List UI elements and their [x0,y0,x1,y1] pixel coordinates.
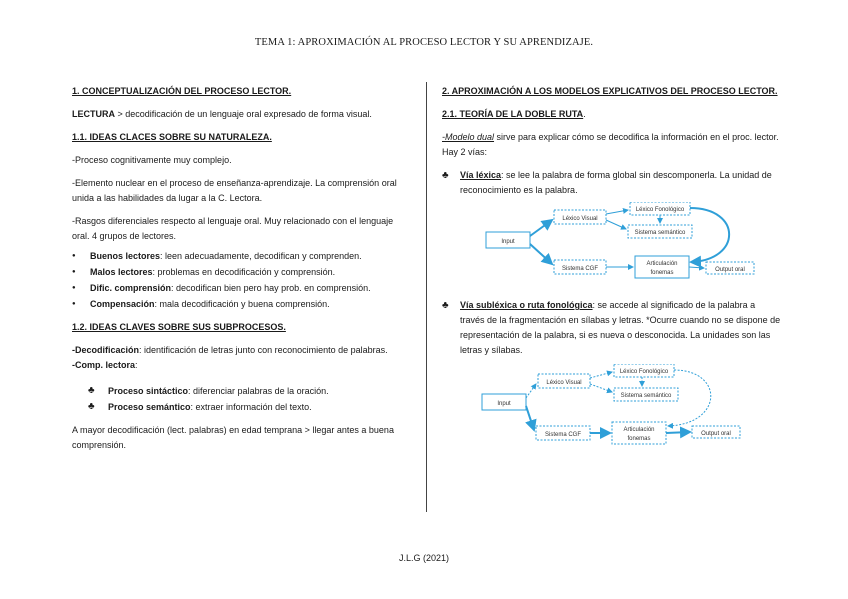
arrow-lexico-fonol [606,210,628,214]
comp-lectora-text [72,358,412,373]
via1-term: Vía léxica [460,170,502,180]
section-2-1-title: 2.1. TEORÍA DE LA DOBLE RUTA [442,109,584,119]
via2-term: Vía subléxica o ruta fonológica [460,300,593,310]
label-fonemas: fonemas [627,436,651,442]
arrow-input-lexico [530,220,552,236]
arrow-fonol-artic [668,370,711,426]
label-lexico-visual: Léxico Visual [546,380,582,386]
section-2-heading: 2. APROXIMACIÓN A LOS MODELOS EXPLICATIVOS DEL PROCESO LECTOR. [442,86,778,96]
footer-author: J.L.G (2021) [398,553,450,563]
label-lexico-visual: Léxico Visual [562,216,598,222]
via-lexica [442,168,782,198]
list-item [72,383,412,399]
group-term: Buenos lectores [90,251,161,261]
label-input: Input [501,239,515,245]
section-1-1-heading: 1.1. IDEAS CLACES SOBRE SU NATURALEZA. [72,132,272,142]
comp-text: : [135,360,138,370]
list-item [72,296,412,312]
sub-term: Proceso sintáctico [108,386,189,396]
arrow-input-cgf [530,244,552,264]
section-1-2-heading: 1.2. IDEAS CLAVES SOBRE SUS SUBPROCESOS. [72,322,286,332]
via-sublexica [442,298,782,358]
label-sistema-semantico: Sistema semántico [620,393,672,399]
label-lexico-fonologico: Léxico Fonológico [635,207,685,213]
sub-term: Proceso semántico [108,402,191,412]
arrow-lexico-fonol [590,372,612,378]
arrow-artic-output [689,267,704,268]
arrow-fonol-artic [690,208,729,262]
reader-groups-list [72,248,412,312]
group-text: : leen adecuadamente, decodifican y comprenden. [160,251,362,261]
label-lexico-fonologico: Léxico Fonológico [619,369,669,375]
page-title: TEMA 1: APROXIMACIÓN AL PROCESO LECTOR Y SU APRENDIZAJE. [254,37,594,48]
idea-1: -Proceso cognitivamente muy complejo. [72,155,232,165]
lectura-def: > decodificación de un lenguaje oral expresado de forma visual. [115,109,372,119]
group-term: Malos lectores [90,267,153,277]
via1-text: : se lee la palabra de forma global sin descomponerla. La unidad de reconocimiento es la palabra. [460,170,772,195]
label-sistema-cgf: Sistema CGF [561,266,599,272]
sub-text: : extraer información del texto. [190,402,312,412]
label-articulacion: Articulación [646,261,678,267]
arrow-lexico-sem [606,220,626,229]
section-1-heading: 1. CONCEPTUALIZACIÓN DEL PROCESO LECTOR. [72,86,292,96]
final-note: A mayor decodificación (lect. palabras) en edad temprana > llegar antes a buena comprensión. [72,425,394,450]
label-sistema-cgf: Sistema CGF [544,432,582,438]
label-fonemas: fonemas [650,270,674,276]
group-term: Compensación [90,299,155,309]
left-column [72,84,412,453]
sub-text: : diferenciar palabras de la oración. [188,386,329,396]
comp-term: -Comp. lectora [72,360,136,370]
decod-text: : identificación de letras junto con reconocimiento de palabras. [139,345,388,355]
arrow-artic-output [666,432,690,433]
list-item [72,399,412,415]
decod-term: -Decodificación [72,345,140,355]
right-column [442,84,782,452]
via2-text: : se accede al significado de la palabra a través de la fragmentación en sílabas y letras. *Ocurre cuando no se dispone de representación de la palabra, si es nueva o desconocida. La unidades son las letras y sílabas. [460,300,781,355]
group-text: : mala decodificación y buena comprensión. [154,299,330,309]
label-articulacion: Articulación [623,427,655,433]
lectura-definition [72,107,412,122]
lectura-term: LECTURA [72,109,115,119]
arrow-input-lexico [526,384,536,398]
label-sistema-semantico: Sistema semántico [634,230,686,236]
dual-text: sirve para explicar cómo se decodifica la información en el proc. lector. Hay 2 vías: [442,132,779,157]
section-2-1-heading [442,107,782,122]
label-output: Output oral [701,431,731,437]
column-divider [426,82,427,512]
group-text: : decodifican bien pero hay prob. en comprensión. [171,283,371,293]
modelo-dual-text [442,130,782,160]
list-item [72,280,412,296]
idea-2: -Elemento nuclear en el proceso de enseñanza-aprendizaje. La comprensión oral unida a las habilidades da lugar a la C. Lectora. [72,178,397,203]
club-icon: ♣ [442,170,449,181]
list-item [72,264,412,280]
diagram-sublexical-route [442,364,782,452]
list-item [72,248,412,264]
arrow-input-cgf [526,406,534,430]
group-text: : problemas en decodificación y comprensión. [152,267,336,277]
idea-3: -Rasgos diferenciales respecto al lenguaje oral. Muy relacionado con el lenguaje oral. 4 grupos de lectores. [72,216,394,241]
label-input: Input [497,401,511,407]
section-2-1-dot: . [583,109,586,119]
dual-term: -Modelo dual [442,132,495,142]
club-icon: ♣ [442,300,449,311]
subprocess-list [72,383,412,415]
decodificacion-text [72,343,412,358]
diagram-lexical-route [442,202,782,288]
label-output: Output oral [715,267,745,273]
group-term: Dific. comprensión [90,283,172,293]
arrow-lexico-sem [590,384,612,392]
